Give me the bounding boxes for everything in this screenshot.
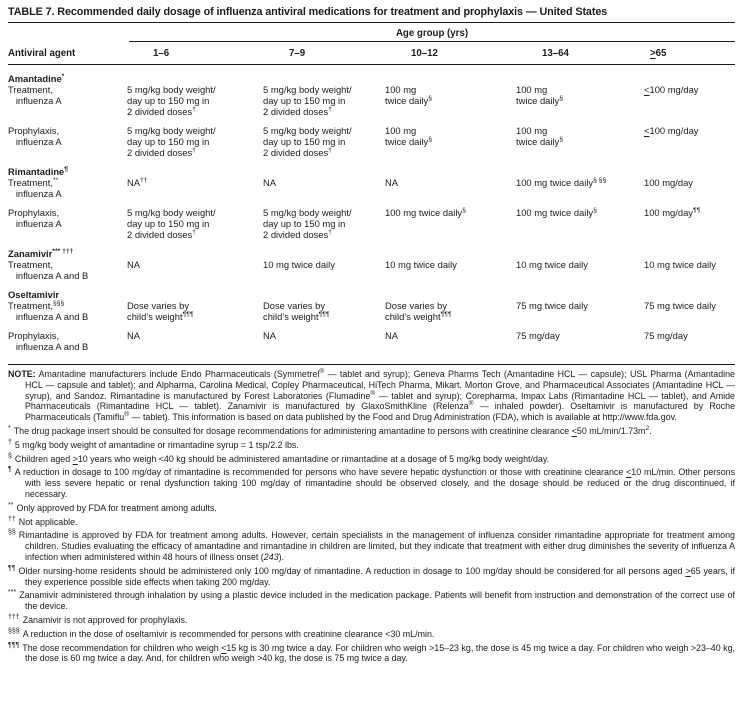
footnote-marker: §§§ [8, 627, 20, 635]
footnote-text: Zanamivir is not approved for prophylaxis. [22, 614, 188, 625]
dosage-cell: 75 mg/day [644, 330, 688, 341]
dosage-cell: 5 mg/kg body weight/ day up to 150 mg in 2 divided doses† [263, 84, 352, 117]
column-header-antiviral-agent: Antiviral agent [8, 48, 76, 59]
drug-section [8, 166, 735, 240]
dosage-cell: 75 mg twice daily [516, 300, 588, 311]
row-label: Treatment, influenza A and B [8, 259, 89, 281]
table-row [8, 125, 735, 158]
footnote-text: Zanamivir administered through inhalation by using a plastic device included in the medication package. Patients will benefit from instruction and demonstration of the correct use of the device. [19, 590, 735, 612]
footnote-marker: * [8, 425, 11, 433]
drug-name: Amantadine* [8, 72, 65, 84]
table-bottom-rule [8, 364, 735, 365]
row-label: Treatment,** influenza A [8, 176, 62, 199]
dosage-cell: 100 mg twice daily§ [516, 206, 597, 218]
dosage-cell: 75 mg twice daily [644, 300, 716, 311]
drug-section [8, 289, 735, 352]
footnote [8, 530, 735, 562]
dosage-cell: 5 mg/kg body weight/ day up to 150 mg in 2 divided doses† [127, 125, 216, 158]
dosage-cell: NA†† [127, 176, 148, 188]
footnote-text: Only approved by FDA for treatment among adults. [16, 502, 217, 513]
footnote [8, 566, 735, 588]
footnote [8, 643, 735, 665]
table-row [8, 177, 735, 199]
footnote-marker: ¶¶ [8, 564, 16, 572]
note-text: Amantadine manufacturers include Endo Pharmaceuticals (Symmetrel® — tablet and syrup); Geneva Pharms Tech (Amantadine HCL — capsule); USL Pharma (Amantadine HCL — capsule and tablet); and Alpharma, Carolina Medical, Copley Pharmaceutical, HiTech Pharma, Mikart, Morton Grove, and Pharmaceutical Associates (Amantadine HCL — syrup), and Sandoz. Rimantadine is manufactured by Forest Laboratories (Flumadine® — tablet and syrup); Corepharma, Impax Labs (Rimantadine HCL — tablet), and Amide Pharmaceuticals (Rimantadine HCL — tablet). Zanamivir is manufactured by GlaxoSmithKline (Relenza® — inhaled powder). Oseltamivir is manufactured by Roche Pharmaceuticals (Tamiflu® — tablet). This information is based on data published by the Food and Drug Administration (FDA), which is available at http://www.fda.gov. [25, 368, 736, 423]
dosage-cell: 5 mg/kg body weight/ day up to 150 mg in 2 divided doses† [263, 125, 352, 158]
table-row [8, 330, 735, 352]
table-row [8, 259, 735, 281]
dosage-cell: 10 mg twice daily [516, 259, 588, 270]
dosage-cell: 75 mg/day [516, 330, 560, 341]
row-label: Treatment,§§§ influenza A and B [8, 299, 89, 322]
column-header-age-65-plus: >65 [650, 48, 667, 59]
dosage-cell: Dose varies by child’s weight¶¶¶ [263, 300, 330, 322]
footnote-marker: †† [8, 515, 16, 523]
dosage-cell: <100 mg/day [644, 125, 699, 136]
drug-name: Rimantadine¶ [8, 165, 69, 177]
dosage-cell: 10 mg twice daily [385, 259, 457, 270]
footnote [8, 440, 735, 451]
footnote [8, 517, 735, 528]
dosage-cell: 100 mg/day [644, 177, 693, 188]
column-header-row [8, 42, 735, 64]
dosage-cell: 5 mg/kg body weight/ day up to 150 mg in 2 divided doses† [127, 84, 216, 117]
dosage-cell: NA [385, 330, 399, 341]
note-label: NOTE: [8, 369, 36, 379]
note-paragraph [8, 369, 735, 423]
footnote [8, 615, 735, 626]
footnote [8, 454, 735, 465]
dosage-cell: NA [127, 330, 141, 341]
column-header-age-13-64: 13–64 [542, 48, 569, 59]
dosage-cell: NA [127, 259, 141, 270]
dosage-cell: 100 mg twice daily§ §§ [516, 176, 607, 188]
dosage-cell: 100 mg twice daily§ [385, 206, 466, 218]
dosage-cell: 5 mg/kg body weight/ day up to 150 mg in 2 divided doses† [263, 207, 352, 240]
drug-section [8, 248, 735, 281]
column-header-age-7-9: 7–9 [289, 48, 306, 59]
dosage-cell: 100 mg/day¶¶ [644, 206, 701, 218]
drug-name: Oseltamivir [8, 289, 60, 300]
dosage-cell: NA [385, 177, 399, 188]
footnote-marker: *** [8, 589, 17, 597]
footnote [8, 590, 735, 612]
dosage-cell: 10 mg twice daily [263, 259, 335, 270]
dosage-cell: Dose varies by child’s weight¶¶¶ [127, 300, 194, 322]
footnote-marker: §§ [8, 529, 16, 537]
footnote-marker: ** [8, 501, 14, 509]
footnote-text: A reduction in dosage to 100 mg/day of rimantadine is recommended for persons who have severe hepatic dysfunction or those with creatinine clearance <10 mL/min. Other persons with less severe hepatic or renal dysfunction taking 100 mg/day of rimantadine should be observed closely, and the dosage should be reduced or the drug discontinued, if necessary. [14, 467, 736, 499]
table-row [8, 207, 735, 240]
drug-name: Zanamivir*** ††† [8, 247, 74, 259]
row-label: Prophylaxis, influenza A and B [8, 330, 89, 352]
row-label: Prophylaxis, influenza A [8, 125, 62, 147]
table-title: TABLE 7. Recommended daily dosage of influenza antiviral medications for treatment and prophylaxis — United States [8, 6, 608, 18]
footnote-text: The drug package insert should be consulted for dosage recommendations for administering amantadine to persons with creatinine clearance <50 $mL/\min/1.73m^2$. [13, 425, 652, 436]
column-header-age-1-6: 1–6 [153, 48, 170, 59]
footnote-marker: ¶¶¶ [8, 641, 20, 649]
dosage-cell: 10 mg twice daily [644, 259, 716, 270]
footnote [8, 426, 735, 437]
age-group-span-header: Age group (yrs) [129, 23, 735, 42]
footnote-text: The dose recommendation for children who weigh <15 kg is 30 mg twice a day. For children who weigh >15–23 kg, the dose is 45 mg twice a day. For children who weigh >23–40 kg, the dose is 60 mg twice a day. And, for children who weigh >40 kg, the dose is 75 mg twice a day. [22, 642, 736, 664]
dosage-cell: 100 mg twice daily§ [516, 125, 564, 147]
dosage-cell: 100 mg twice daily§ [385, 125, 433, 147]
footnote-marker: ¶ [8, 466, 12, 474]
dosage-cell: Dose varies by child’s weight¶¶¶ [385, 300, 452, 322]
footnote [8, 467, 735, 499]
dosage-cell: NA [263, 330, 277, 341]
footnote-marker: † [8, 438, 12, 446]
footnote-text: Rimantadine is approved by FDA for treatment among adults. However, certain specialists in the management of influenza consider rimantadine appropriate for treatment among children. Studies evaluating the efficacy of amantadine and rimantadine in children are limited, but they indicate that treatment with either drug diminishes the severity of influenza A infection when administered within 48 hours of illness onset (243). [18, 530, 735, 562]
footnote [8, 503, 735, 514]
dosage-cell: 100 mg twice daily§ [385, 84, 433, 106]
dosage-cell: NA [263, 177, 277, 188]
footnote-text: A reduction in the dose of oseltamivir is recommended for persons with creatinine clearance <30 mL/min. [22, 628, 435, 639]
table-row [8, 84, 735, 117]
dosage-table-body [8, 65, 735, 364]
footnote-text: 5 mg/kg body weight of amantadine or rimantadine syrup = 1 tsp/2.2 lbs. [14, 439, 299, 450]
footnote-marker: ††† [8, 613, 20, 621]
footnote [8, 629, 735, 640]
drug-section [8, 73, 735, 158]
dosage-cell: 100 mg twice daily§ [516, 84, 564, 106]
table-row [8, 300, 735, 322]
column-header-age-10-12: 10–12 [411, 48, 438, 59]
dosage-cell: 5 mg/kg body weight/ day up to 150 mg in 2 divided doses† [127, 207, 216, 240]
row-label: Prophylaxis, influenza A [8, 207, 62, 229]
footnote-text: Not applicable. [18, 516, 78, 527]
dosage-cell: <100 mg/day [644, 84, 699, 95]
footnote-text: Children aged >10 years who weigh <40 kg should be administered amantadine or rimantadine at a dosage of 5 mg/kg body weight/day. [14, 453, 550, 464]
footnote-text: Older nursing-home residents should be administered only 100 mg/day of rimantadine. A reduction in dosage to 100 mg/day should be considered for all persons aged >65 years, if they experience possible side effects when taking 200 mg/day. [18, 565, 735, 587]
footnote-marker: § [8, 452, 12, 460]
footnotes-section [8, 426, 735, 664]
row-label: Treatment, influenza A [8, 84, 62, 106]
